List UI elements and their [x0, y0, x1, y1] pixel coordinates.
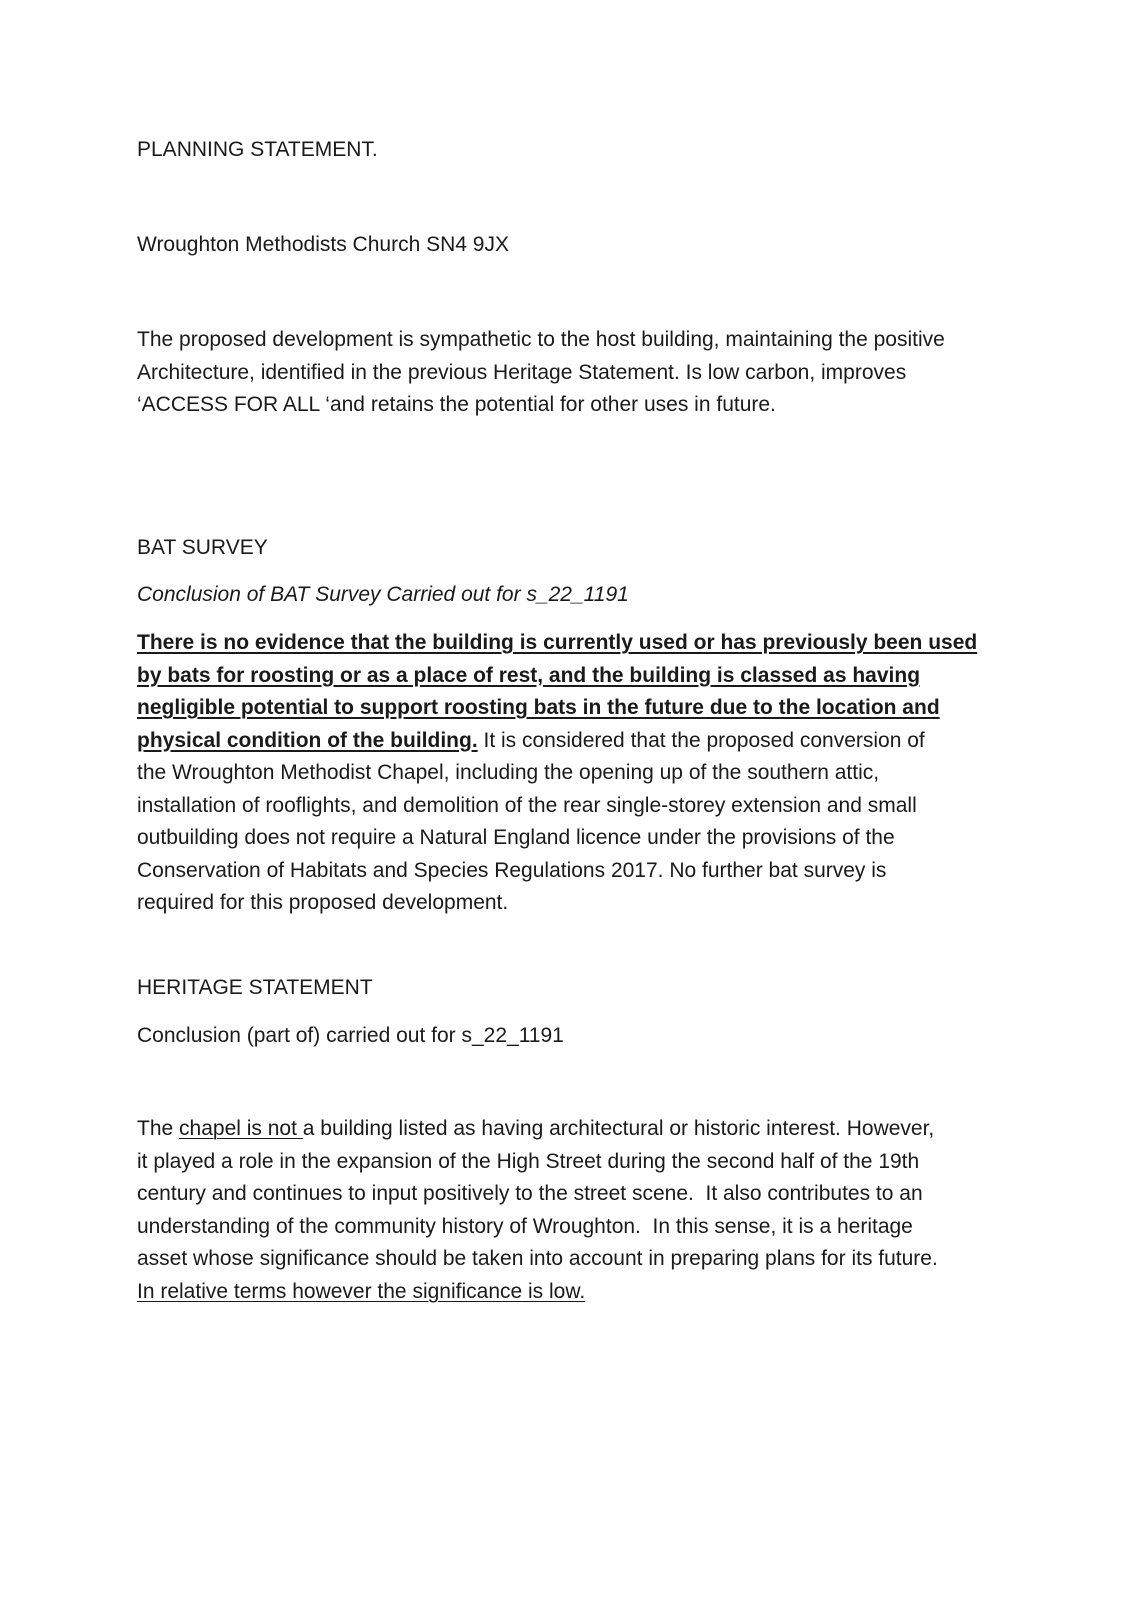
- intro-line: ‘ACCESS FOR ALL ‘and retains the potential for other uses in future.: [137, 393, 776, 416]
- bat-survey-heading: [137, 532, 1007, 565]
- subtitle-text: Wroughton Methodists Church SN4 9JX: [137, 233, 509, 256]
- heritage-conclusion-text: Conclusion (part of) carried out for s_22_1191: [137, 1024, 564, 1047]
- bat-survey-line: installation of rooflights, and demolition of the rear single-storey extension and small: [137, 793, 917, 817]
- bat-survey-heading-text: BAT SURVEY: [137, 536, 268, 559]
- intro-line: Architecture, identified in the previous Heritage Statement. Is low carbon, improves: [137, 360, 907, 384]
- intro-line: The proposed development is sympathetic to the host building, maintaining the positive: [137, 328, 945, 351]
- bat-survey-bold-text: by bats for roosting or as a place of rest, and the building is classed as having: [137, 663, 921, 687]
- heritage-conclusion-label: [137, 1020, 1007, 1053]
- bat-survey-line: outbuilding does not require a Natural England licence under the provisions of the: [137, 826, 895, 849]
- bat-survey-line: [137, 725, 1007, 758]
- bat-survey-line: [137, 660, 1007, 693]
- heritage-prefix-text: The: [137, 1117, 180, 1140]
- bat-survey-paragraph: [137, 627, 1007, 920]
- heritage-paragraph: [137, 1113, 1007, 1308]
- bat-survey-bold-text: physical condition of the building.: [137, 728, 478, 752]
- heritage-suffix-text: a building listed as having architectural or historic interest. However,: [302, 1117, 935, 1140]
- bat-survey-line: [137, 627, 1007, 660]
- bat-survey-line: [137, 692, 1007, 725]
- bat-survey-bold-text: There is no evidence that the building is currently used or has previously been used: [137, 631, 978, 654]
- heritage-heading-text: HERITAGE STATEMENT: [137, 976, 373, 999]
- bat-survey-bold-text: negligible potential to support roosting bats in the future due to the location and: [137, 696, 940, 719]
- document-title: [137, 134, 1007, 167]
- intro-paragraph: [137, 324, 1007, 422]
- bat-survey-tail-text: It is considered that the proposed conversion of: [477, 728, 925, 752]
- bat-survey-conclusion-label: [137, 579, 1007, 612]
- bat-survey-line: the Wroughton Methodist Chapel, including the opening up of the southern attic,: [137, 761, 880, 784]
- bat-survey-conclusion-text: Conclusion of BAT Survey Carried out for s_22_1191: [137, 583, 629, 606]
- heritage-line: century and continues to input positively to the street scene. It also contributes to an: [137, 1182, 923, 1205]
- document-subtitle: [137, 229, 1007, 262]
- heritage-heading: [137, 972, 1007, 1005]
- heritage-line: [137, 1276, 1007, 1309]
- title-text: PLANNING STATEMENT.: [137, 138, 378, 161]
- heritage-line: [137, 1113, 1007, 1146]
- bat-survey-line: Conservation of Habitats and Species Regulations 2017. No further bat survey is: [137, 858, 887, 882]
- heritage-last-underlined-text: In relative terms however the significance is low.: [137, 1279, 586, 1303]
- heritage-line: asset whose significance should be taken into account in preparing plans for its future.: [137, 1247, 938, 1270]
- heritage-line: understanding of the community history of Wroughton. In this sense, it is a heritage: [137, 1214, 913, 1238]
- heritage-underlined-text: chapel is not: [179, 1117, 303, 1140]
- bat-survey-line: required for this proposed development.: [137, 891, 509, 914]
- heritage-line: it played a role in the expansion of the High Street during the second half of the 19th: [137, 1149, 920, 1173]
